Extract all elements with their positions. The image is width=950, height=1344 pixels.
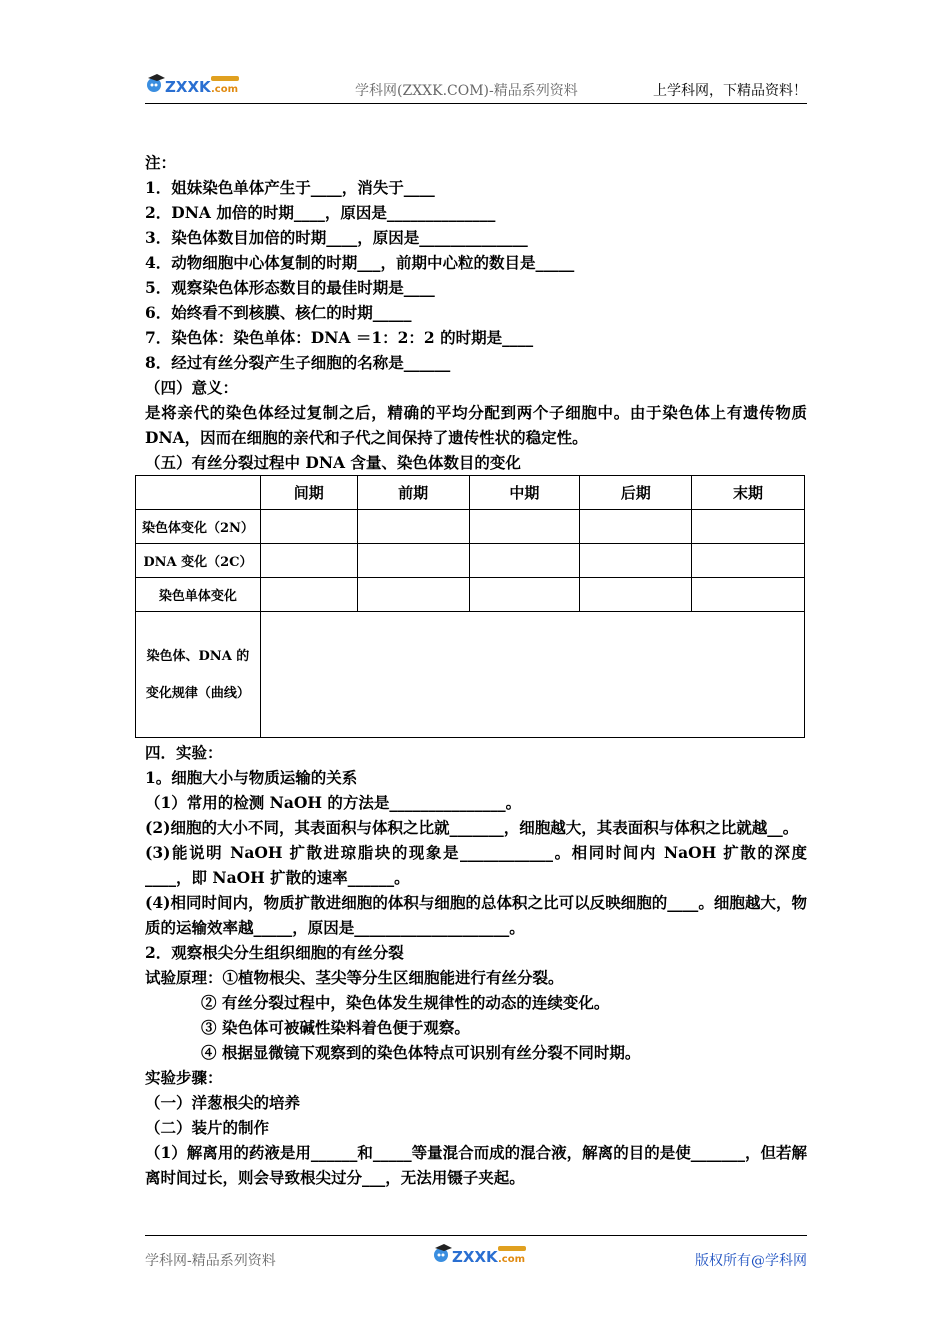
steps-title: 实验步骤： <box>145 1068 223 1087</box>
table-header-row <box>136 476 805 510</box>
zxxk-footer-logo <box>432 1240 532 1270</box>
mitosis-change-table <box>135 475 805 738</box>
significance-text: 是将亲代的染色体经过复制之后，精确的平均分配到两个子细胞中。由于染色体上有遗传物质 DNA，因而在细胞的亲代和子代之间保持了遗传性状的稳定性。 <box>145 403 807 447</box>
notes-title: 注： <box>145 153 177 172</box>
table-header-cell: 前期 <box>357 476 469 510</box>
note-item: 5．观察染色体形态数目的最佳时期是____ <box>145 278 435 297</box>
table-cell[interactable] <box>580 510 692 544</box>
table-section-title: （五）有丝分裂过程中 DNA 含量、染色体数目的变化 <box>145 453 521 472</box>
step-item: （一）洋葱根尖的培养 <box>145 1093 301 1112</box>
principle-item: ④ 根据显微镜下观察到的染色体特点可识别有丝分裂不同时期。 <box>201 1043 641 1062</box>
table-row <box>136 578 805 612</box>
curve-label-line: 变化规律（曲线） <box>145 685 250 701</box>
svg-text:ZXXK: ZXXK <box>165 78 211 96</box>
table-cell[interactable] <box>357 544 469 578</box>
experiment-sub1-item: (3)能说明 NaOH 扩散进琼脂块的现象是____________。相同时间内 NaOH 扩散的深度____，即 NaOH 扩散的速率______。 <box>145 843 807 887</box>
svg-text:.com: .com <box>498 1254 526 1265</box>
significance-title: （四）意义： <box>145 378 239 397</box>
principle-item: ③ 染色体可被碱性染料着色便于观察。 <box>201 1018 470 1037</box>
row-label-curve <box>136 612 261 738</box>
table-row <box>136 510 805 544</box>
header-rule <box>145 103 807 104</box>
experiment-sub1-title: 1。细胞大小与物质运输的关系 <box>145 768 358 787</box>
svg-text:.com: .com <box>211 84 239 95</box>
experiment-sub1-item: (2)细胞的大小不同，其表面积与体积之比就_______，细胞越大，其表面积与体积之比就越__。 <box>145 818 799 837</box>
row-label: 染色体变化（2N） <box>136 510 261 544</box>
footer-right-text: 版权所有@学科网 <box>695 1253 807 1269</box>
svg-text:ZXXK: ZXXK <box>452 1248 498 1266</box>
table-header-cell: 后期 <box>580 476 692 510</box>
experiment-title: 四．实验： <box>145 743 223 762</box>
experiment-sub2-title: 2．观察根尖分生组织细胞的有丝分裂 <box>145 943 404 962</box>
table-cell[interactable] <box>357 510 469 544</box>
table-cell[interactable] <box>469 510 580 544</box>
table-cell[interactable] <box>692 544 805 578</box>
note-item: 7．染色体：染色单体：DNA ＝1：2：2 的时期是____ <box>145 328 534 347</box>
row-label: DNA 变化（2C） <box>136 544 261 578</box>
table-cell[interactable] <box>357 578 469 612</box>
row-label: 染色单体变化 <box>136 578 261 612</box>
table-row <box>136 544 805 578</box>
curve-drawing-area[interactable] <box>260 612 804 738</box>
note-item: 1．姐妹染色单体产生于____，消失于____ <box>145 178 435 197</box>
table-header-cell: 间期 <box>260 476 357 510</box>
experiment-sub1-item: （1）常用的检测 NaOH 的方法是_______________。 <box>145 793 522 812</box>
zxxk-logo <box>145 70 245 100</box>
footer-rule <box>145 1235 807 1236</box>
table-cell[interactable] <box>260 578 357 612</box>
step-detail: （1）解离用的药液是用______和_____等量混合而成的混合液，解离的目的是使_______，但若解离时间过长，则会导致根尖过分___，无法用镊子夹起。 <box>145 1143 807 1187</box>
header-right-text: 上学科网，下精品资料！ <box>653 83 807 99</box>
note-item: 3．染色体数目加倍的时期____，原因是______________ <box>145 228 528 247</box>
step-item: （二）装片的制作 <box>145 1118 270 1137</box>
note-item: 2．DNA 加倍的时期____，原因是______________ <box>145 203 496 222</box>
table-cell[interactable] <box>469 578 580 612</box>
table-row-curve <box>136 612 805 738</box>
table-cell[interactable] <box>469 544 580 578</box>
note-item: 6．始终看不到核膜、核仁的时期_____ <box>145 303 412 322</box>
header-center-text: 学科网(ZXXK.COM)-精品系列资料 <box>355 83 578 99</box>
table-cell[interactable] <box>260 510 357 544</box>
page-header <box>145 70 807 102</box>
note-item: 4．动物细胞中心体复制的时期___，前期中心粒的数目是_____ <box>145 253 575 272</box>
table-header-cell: 中期 <box>469 476 580 510</box>
footer-left-text: 学科网-精品系列资料 <box>145 1253 276 1269</box>
main-content <box>141 150 807 1190</box>
table-header-cell <box>136 476 261 510</box>
curve-label-line: 染色体、DNA 的 <box>146 648 250 664</box>
table-cell[interactable] <box>692 510 805 544</box>
principle-title: 试验原理：①植物根尖、茎尖等分生区细胞能进行有丝分裂。 <box>145 968 564 987</box>
table-cell[interactable] <box>692 578 805 612</box>
table-cell[interactable] <box>580 544 692 578</box>
table-cell[interactable] <box>260 544 357 578</box>
principle-item: ② 有丝分裂过程中，染色体发生规律性的动态的连续变化。 <box>201 993 610 1012</box>
experiment-sub1-item: (4)相同时间内，物质扩散进细胞的体积与细胞的总体积之比可以反映细胞的____。细胞越大，物质的运输效率越_____，原因是____________________。 <box>145 893 807 937</box>
note-item: 8．经过有丝分裂产生子细胞的名称是______ <box>145 353 451 372</box>
table-cell[interactable] <box>580 578 692 612</box>
table-header-cell: 末期 <box>692 476 805 510</box>
